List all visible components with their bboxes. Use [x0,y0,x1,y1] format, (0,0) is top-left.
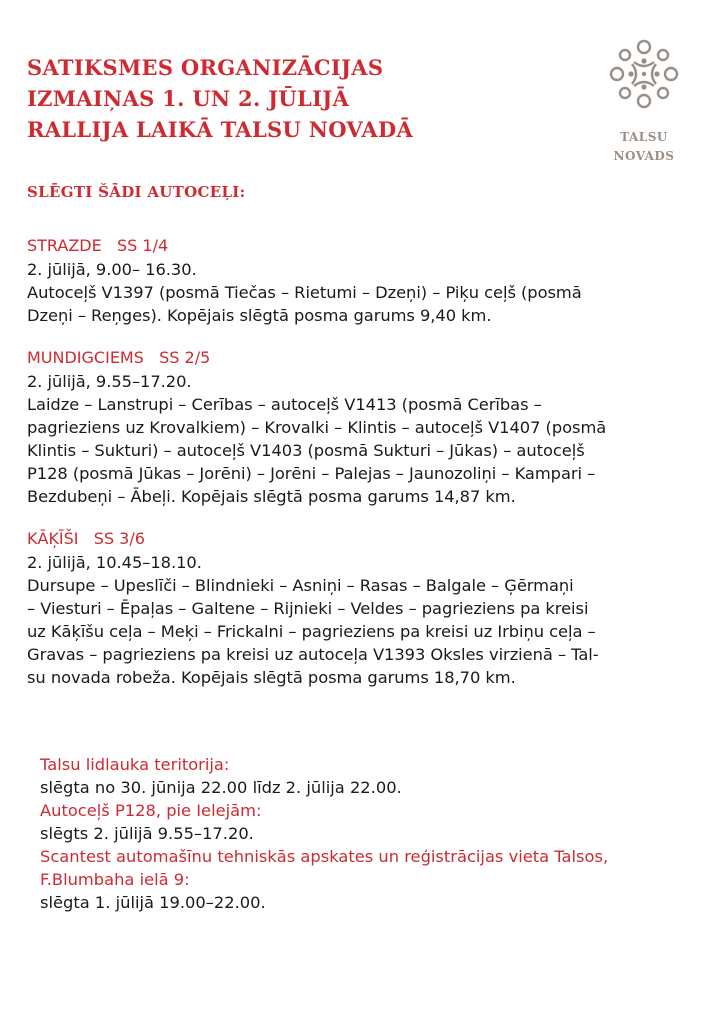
logo-text: NOVADS [613,149,675,163]
stage-text-line: Dursupe – Upeslīči – Blindnieki – Asniņi – Rasas – Balgale – Ģērmaņi [27,576,574,595]
stage-text-line: P128 (posmā Jūkas – Jorēni) – Jorēni – Palejas – Jaunozoliņi – Kampari – [27,464,596,483]
closed-roads-sections [27,234,707,708]
stage-section [27,527,707,689]
closure-note [40,845,710,914]
stage-text-line: uz Kāķīšu ceļa – Meķi – Frickalni – pagrieziens pa kreisi uz Irbiņu ceļa – [27,622,596,641]
note-value: slēgts 2. jūlijā 9.55–17.20. [40,824,254,843]
note-value: slēgta 1. jūlijā 19.00–22.00. [40,893,266,912]
title-line: IZMAIŅAS 1. UN 2. JŪLIJĀ [27,86,350,111]
stage-text-line: Klintis – Sukturi) – autoceļš V1403 (posmā Sukturi – Jūkas) – autoceļš [27,441,585,460]
stage-text-line: su novada robeža. Kopējais slēgtā posma garums 18,70 km. [27,668,516,687]
ornament-icon [606,36,682,112]
talsu-novads-logo [598,36,690,176]
stage-time: 2. jūlijā, 9.00– 16.30. [27,260,197,279]
other-closures [40,753,710,914]
stage-text-line: Laidze – Lanstrupi – Cerības – autoceļš V1413 (posmā Cerības – [27,395,542,414]
stage-text-line: Autoceļš V1397 (posmā Tiečas – Rietumi – Dzeņi) – Piķu ceļš (posmā [27,283,582,302]
subtitle: SLĒGTI ŠĀDI AUTOCEĻI: [27,183,246,201]
stage-text-line: Gravas – pagrieziens pa kreisi uz autoceļa V1393 Oksles virzienā – Tal- [27,645,599,664]
stage-text-line: – Viesturi – Ēpaļas – Galtene – Rijnieki – Veldes – pagrieziens pa kreisi [27,599,589,618]
note-value: slēgta no 30. jūnija 22.00 līdz 2. jūlija 22.00. [40,778,402,797]
note-label: Talsu lidlauka teritorija: [40,755,230,774]
closure-note [40,799,710,845]
stage-heading: MUNDIGCIEMS SS 2/5 [27,348,211,367]
stage-text-line: pagrieziens uz Krovalkiem) – Krovalki – Klintis – autoceļš V1407 (posmā [27,418,607,437]
stage-text-line: Dzeņi – Reņges). Kopējais slēgtā posma garums 9,40 km. [27,306,492,325]
note-label: Scantest automašīnu tehniskās apskates un reģistrācijas vieta Talsos, [40,847,609,866]
title-line: RALLIJA LAIKĀ TALSU NOVADĀ [27,117,414,142]
stage-heading: STRAZDE SS 1/4 [27,236,169,255]
closure-note [40,753,710,799]
stage-section [27,346,707,508]
stage-section [27,234,707,327]
logo-text: TALSU [620,130,668,144]
stage-text-line: Bezdubeņi – Ābeļi. Kopējais slēgtā posma garums 14,87 km. [27,487,516,506]
title-line: SATIKSMES ORGANIZĀCIJAS [27,55,384,80]
stage-heading: KĀĶĪŠI SS 3/6 [27,529,145,548]
note-label: Autoceļš P128, pie Ielejām: [40,801,262,820]
stage-time: 2. jūlijā, 10.45–18.10. [27,553,202,572]
stage-time: 2. jūlijā, 9.55–17.20. [27,372,192,391]
page-title [27,52,547,145]
note-label: F.Blumbaha ielā 9: [40,870,190,889]
